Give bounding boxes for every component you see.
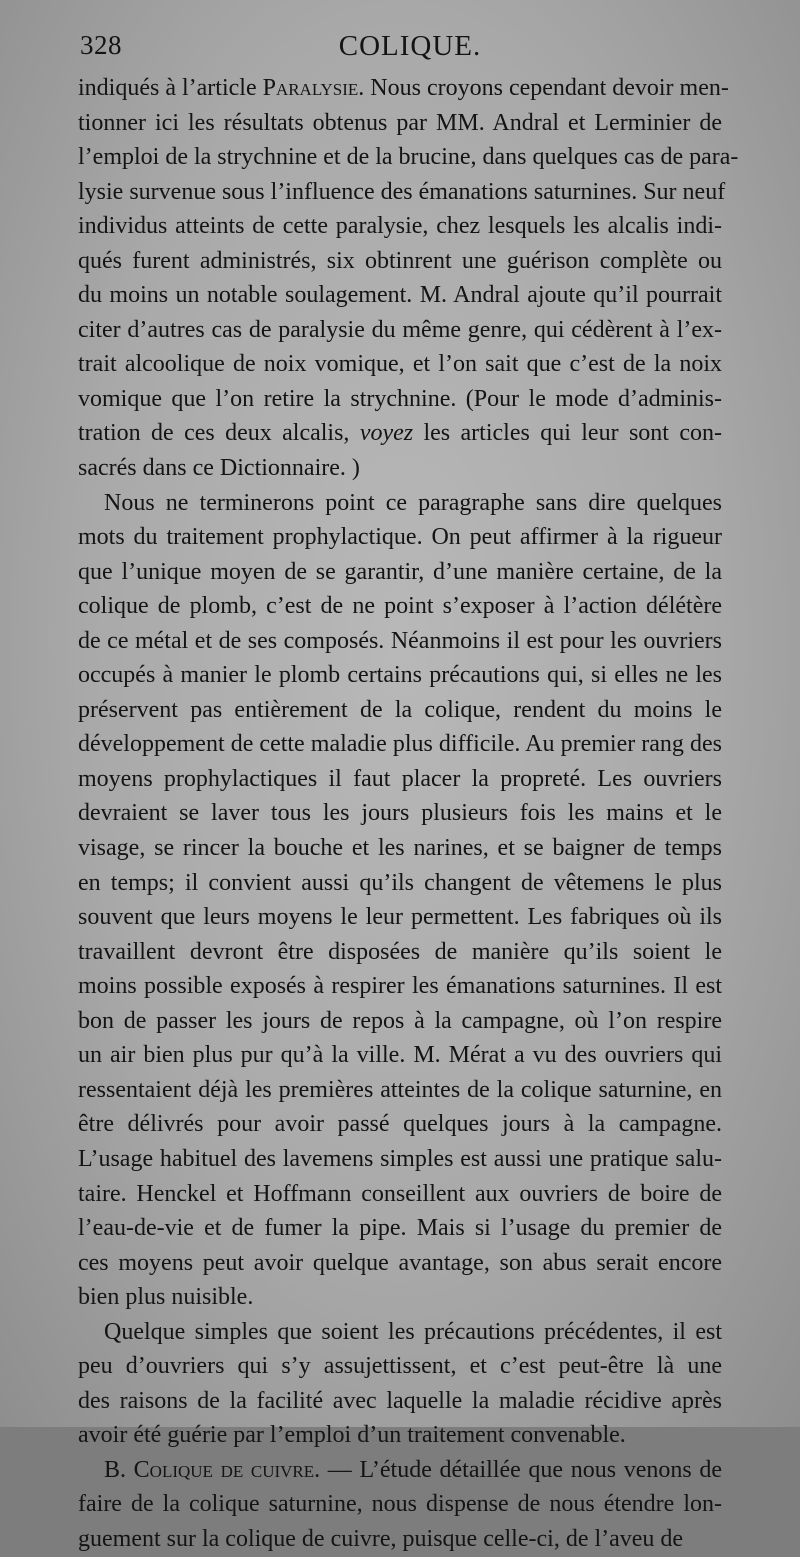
text-line [78, 1522, 722, 1557]
text-segment: colique de plomb, c’est de ne point s’exposer à l’action délétère [78, 593, 722, 620]
text-line [78, 1038, 722, 1073]
text-segment: de ce métal et de ses composés. Néanmoins il est pour les ouvriers [78, 627, 722, 654]
text-line [78, 1107, 722, 1142]
text-line [78, 1280, 722, 1315]
text-segment: travaillent devront être disposées de manière qu’ils soient le [78, 938, 722, 965]
text-segment: sacrés dans ce Dictionnaire. ) [78, 455, 360, 482]
body-text [78, 71, 739, 1557]
text-line [78, 382, 722, 417]
text-line [78, 555, 722, 590]
text-line [78, 1315, 722, 1350]
text-line [78, 935, 722, 970]
text-segment: occupés à manier le plomb certains précautions qui, si elles ne les [78, 662, 722, 689]
text-line [78, 244, 722, 279]
text-line [78, 693, 722, 728]
text-line [78, 589, 722, 624]
paragraph [78, 1315, 722, 1453]
text-segment: développement de cette maladie plus difficile. Au premier rang des [78, 731, 722, 758]
text-segment: L’usage habituel des lavemens simples est aussi une pratique salu- [78, 1145, 722, 1172]
text-segment: vomique que l’on retire la strychnine. (Pour le mode d’adminis- [78, 385, 722, 412]
text-segment: . — L’étude détaillée que nous venons de [314, 1456, 722, 1483]
text-segment: du moins un notable soulagement. M. Andral ajoute qu’il pourrait [78, 282, 722, 309]
text-segment: trait alcoolique de noix vomique, et l’on sait que c’est de la noix [78, 351, 722, 378]
text-segment: des raisons de la facilité avec laquelle la maladie récidive après [78, 1387, 722, 1414]
text-segment: Colique de cuivre [133, 1456, 315, 1483]
running-title: COLIQUE. [338, 30, 482, 62]
text-line [78, 1349, 722, 1384]
text-line [78, 1487, 722, 1522]
text-segment: B. [104, 1456, 134, 1483]
text-line [78, 1177, 722, 1212]
text-segment: qués furent administrés, six obtinrent une guérison complète ou [78, 247, 722, 274]
text-segment: devraient se laver tous les jours plusieurs fois les mains et le [78, 800, 722, 827]
text-line [78, 520, 722, 555]
text-segment: être délivrés pour avoir passé quelques jours à la campagne. [78, 1111, 722, 1138]
text-line [78, 486, 722, 521]
text-line [78, 140, 739, 175]
text-segment: moins possible exposés à respirer les émanations saturnines. Il est [78, 973, 722, 1000]
text-line [78, 209, 722, 244]
text-line [78, 1384, 722, 1419]
text-segment: guement sur la colique de cuivre, puisque celle-ci, de l’aveu de [78, 1525, 684, 1552]
text-segment: les articles qui leur sont con- [413, 420, 722, 447]
text-line [78, 866, 722, 901]
text-segment: . Nous croyons cependant devoir men- [358, 75, 729, 101]
text-segment: Paralysie [262, 75, 359, 101]
text-line [78, 1004, 722, 1039]
text-line [78, 451, 722, 486]
text-line [78, 624, 722, 659]
text-line [78, 71, 729, 106]
text-line [78, 969, 722, 1004]
text-segment: mots du traitement prophylactique. On peut affirmer à la rigueur [78, 524, 722, 551]
text-segment: l’emploi de la strychnine et de la brucine, dans quelques cas de para- [78, 144, 739, 171]
text-segment: individus atteints de cette paralysie, chez lesquels les alcalis indi- [78, 213, 722, 240]
text-line [78, 313, 722, 348]
text-segment: ces moyens peut avoir quelque avantage, son abus serait encore [78, 1249, 722, 1276]
text-segment: Nous ne terminerons point ce paragraphe sans dire quelques [104, 489, 722, 516]
paragraph [78, 1453, 722, 1557]
text-segment: citer d’autres cas de paralysie du même genre, qui cédèrent à l’ex- [78, 316, 722, 343]
text-segment: indiqués à l’article [78, 75, 263, 101]
paragraph [78, 71, 739, 486]
text-line [78, 416, 722, 451]
text-line [78, 1246, 722, 1281]
text-segment: visage, se rincer la bouche et les narines, et se baigner de temps [78, 835, 722, 862]
text-segment: moyens prophylactiques il faut placer la propreté. Les ouvriers [78, 765, 722, 792]
text-line [78, 278, 722, 313]
text-segment: préservent pas entièrement de la colique, rendent du moins le [78, 696, 722, 723]
text-segment: que l’unique moyen de se garantir, d’une manière certaine, de la [78, 558, 722, 585]
text-segment: tionner ici les résultats obtenus par MM. Andral et Lerminier de [78, 109, 722, 136]
text-segment: bien plus nuisible. [78, 1284, 254, 1311]
text-segment: avoir été guérie par l’emploi d’un traitement convenable. [78, 1422, 626, 1449]
text-line [78, 1453, 722, 1488]
text-line [78, 1142, 722, 1177]
text-segment: peu d’ouvriers qui s’y assujettissent, et c’est peut-être là une [78, 1353, 722, 1380]
text-line [78, 1418, 722, 1453]
text-line [78, 106, 722, 141]
text-segment: faire de la colique saturnine, nous dispense de nous étendre lon- [78, 1491, 722, 1518]
page-header [80, 30, 720, 64]
text-line [78, 831, 722, 866]
text-segment: taire. Henckel et Hoffmann conseillent aux ouvriers de boire de [78, 1180, 722, 1207]
text-segment: ressentaient déjà les premières atteintes de la colique saturnine, en [78, 1076, 722, 1103]
text-segment: un air bien plus pur qu’à la ville. M. Mérat a vu des ouvriers qui [78, 1042, 722, 1069]
text-segment: Quelque simples que soient les précautions précédentes, il est [104, 1318, 722, 1345]
text-segment: bon de passer les jours de repos à la campagne, où l’on respire [78, 1007, 722, 1034]
text-segment: souvent que leurs moyens le leur permettent. Les fabriques où ils [78, 904, 722, 931]
text-segment: en temps; il convient aussi qu’ils changent de vêtemens le plus [78, 869, 722, 896]
text-segment: tration de ces deux alcalis, [78, 420, 360, 447]
text-line [78, 175, 726, 210]
page-number: 328 [80, 30, 122, 60]
paragraph [78, 486, 722, 1315]
text-line [78, 900, 722, 935]
text-line [78, 1211, 722, 1246]
text-line [78, 347, 722, 382]
text-line [78, 762, 722, 797]
text-segment: lysie survenue sous l’influence des émanations saturnines. Sur neuf [78, 178, 726, 205]
text-segment: voyez [359, 420, 414, 447]
text-line [78, 658, 722, 693]
text-segment: l’eau-de-vie et de fumer la pipe. Mais si l’usage du premier de [78, 1215, 722, 1242]
text-line [78, 727, 722, 762]
text-line [78, 796, 722, 831]
text-line [78, 1073, 722, 1108]
